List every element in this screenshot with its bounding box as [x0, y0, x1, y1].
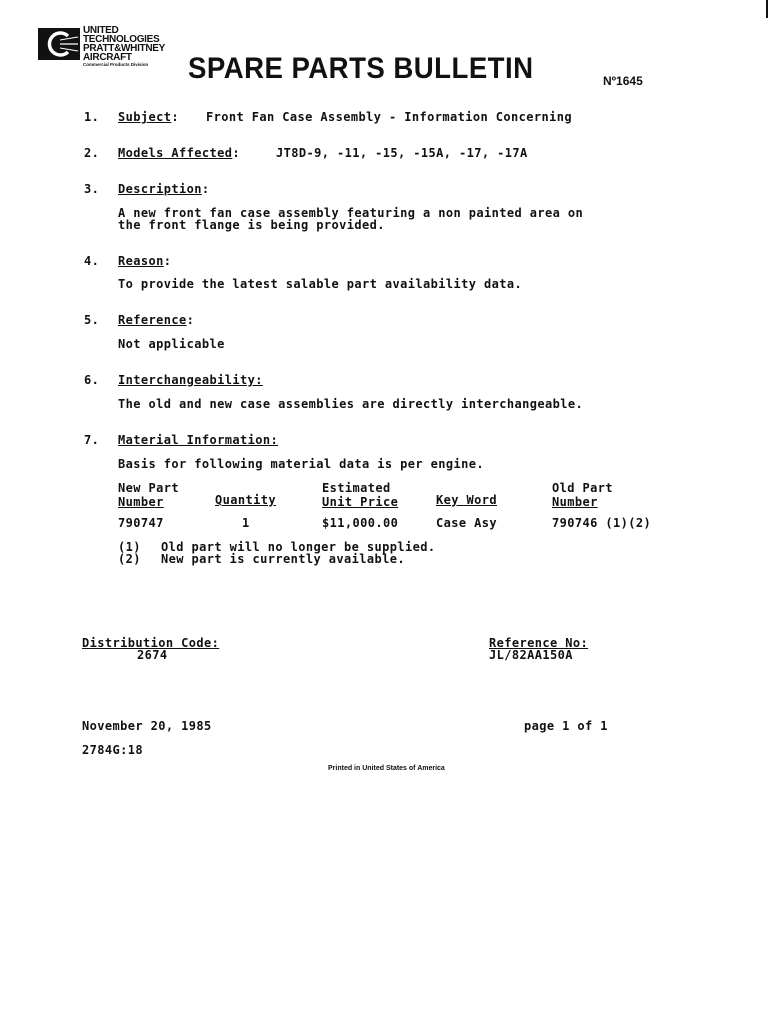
cell-price: $11,000.00 [322, 516, 399, 530]
distribution-code-label: Distribution Code: [82, 636, 220, 650]
section-number: 3. [84, 182, 100, 196]
section-label: Models Affected [118, 146, 233, 160]
pratt-whitney-logo-icon [38, 28, 80, 60]
column-header-new-part [118, 481, 179, 509]
bulletin-date: November 20, 1985 [82, 719, 212, 733]
reason-text: To provide the latest salable part availability data. [118, 277, 523, 291]
section-number: 6. [84, 373, 100, 387]
section-reason [118, 254, 171, 268]
interchangeability-text: The old and new case assemblies are directly interchangeable. [118, 397, 584, 411]
distribution-code-value: 2674 [137, 648, 168, 662]
section-subject [118, 110, 179, 124]
section-number: 1. [84, 110, 100, 124]
section-label: Reason [118, 254, 164, 268]
label-colon: : [201, 182, 210, 196]
division-name: Commercial Products Division [83, 62, 149, 67]
section-description [118, 182, 210, 196]
note-text: Old part will no longer be supplied. [161, 540, 436, 554]
bulletin-number: Nº1645 [603, 74, 643, 88]
header-line: New Part [118, 481, 179, 495]
material-basis-text: Basis for following material data is per engine. [118, 457, 484, 471]
logo-line: PRATT&WHITNEY [83, 43, 166, 54]
header-line: Number [552, 495, 598, 509]
company-name [83, 26, 165, 62]
reference-no-value: JL/82AA150A [489, 648, 573, 662]
column-header-quantity: Quantity [215, 493, 276, 507]
models-text: JT8D-9, -11, -15, -15A, -17, -17A [276, 146, 528, 160]
note-mark: (2) [118, 552, 141, 566]
logo-line: UNITED [83, 25, 119, 36]
header-line: Unit Price [322, 495, 399, 509]
bulletin-title: SPARE PARTS BULLETIN [188, 52, 534, 85]
label-colon: : [186, 313, 195, 327]
section-label: Subject [118, 110, 172, 124]
printed-notice: Printed in United States of America [328, 765, 445, 772]
header-line: Estimated [322, 481, 391, 495]
label-colon: : [171, 110, 179, 124]
note-mark: (1) [118, 540, 141, 554]
reference-text: Not applicable [118, 337, 225, 351]
description-line: A new front fan case assembly featuring a non painted area on [118, 206, 584, 220]
header-line: Old Part [552, 481, 613, 495]
section-material-label: Material Information: [118, 433, 279, 447]
logo-line: AIRCRAFT [83, 52, 132, 63]
cell-quantity: 1 [242, 516, 250, 530]
cell-old-part: 790746 (1)(2) [552, 516, 652, 530]
column-header-old-part [552, 481, 613, 509]
header-line: Number [118, 495, 164, 509]
cell-key-word: Case Asy [436, 516, 497, 530]
page-indicator: page 1 of 1 [524, 719, 608, 733]
section-models [118, 146, 240, 160]
section-interchangeability-label: Interchangeability: [118, 373, 263, 387]
section-number: 5. [84, 313, 100, 327]
document-code: 2784G:18 [82, 743, 143, 757]
section-label: Description [118, 182, 202, 196]
description-line: the front flange is being provided. [118, 218, 385, 232]
reference-no-label: Reference No: [489, 636, 589, 650]
column-header-key-word: Key Word [436, 493, 497, 507]
section-label: Reference [118, 313, 187, 327]
section-reference [118, 313, 194, 327]
label-colon: : [163, 254, 172, 268]
logo-line: TECHNOLOGIES [83, 34, 160, 45]
cell-new-part: 790747 [118, 516, 164, 530]
section-number: 2. [84, 146, 100, 160]
note-text: New part is currently available. [161, 552, 405, 566]
column-header-price [322, 481, 398, 509]
section-number: 7. [84, 433, 100, 447]
section-number: 4. [84, 254, 100, 268]
subject-text: Front Fan Case Assembly - Information Concerning [206, 110, 572, 124]
label-colon: : [232, 146, 240, 160]
